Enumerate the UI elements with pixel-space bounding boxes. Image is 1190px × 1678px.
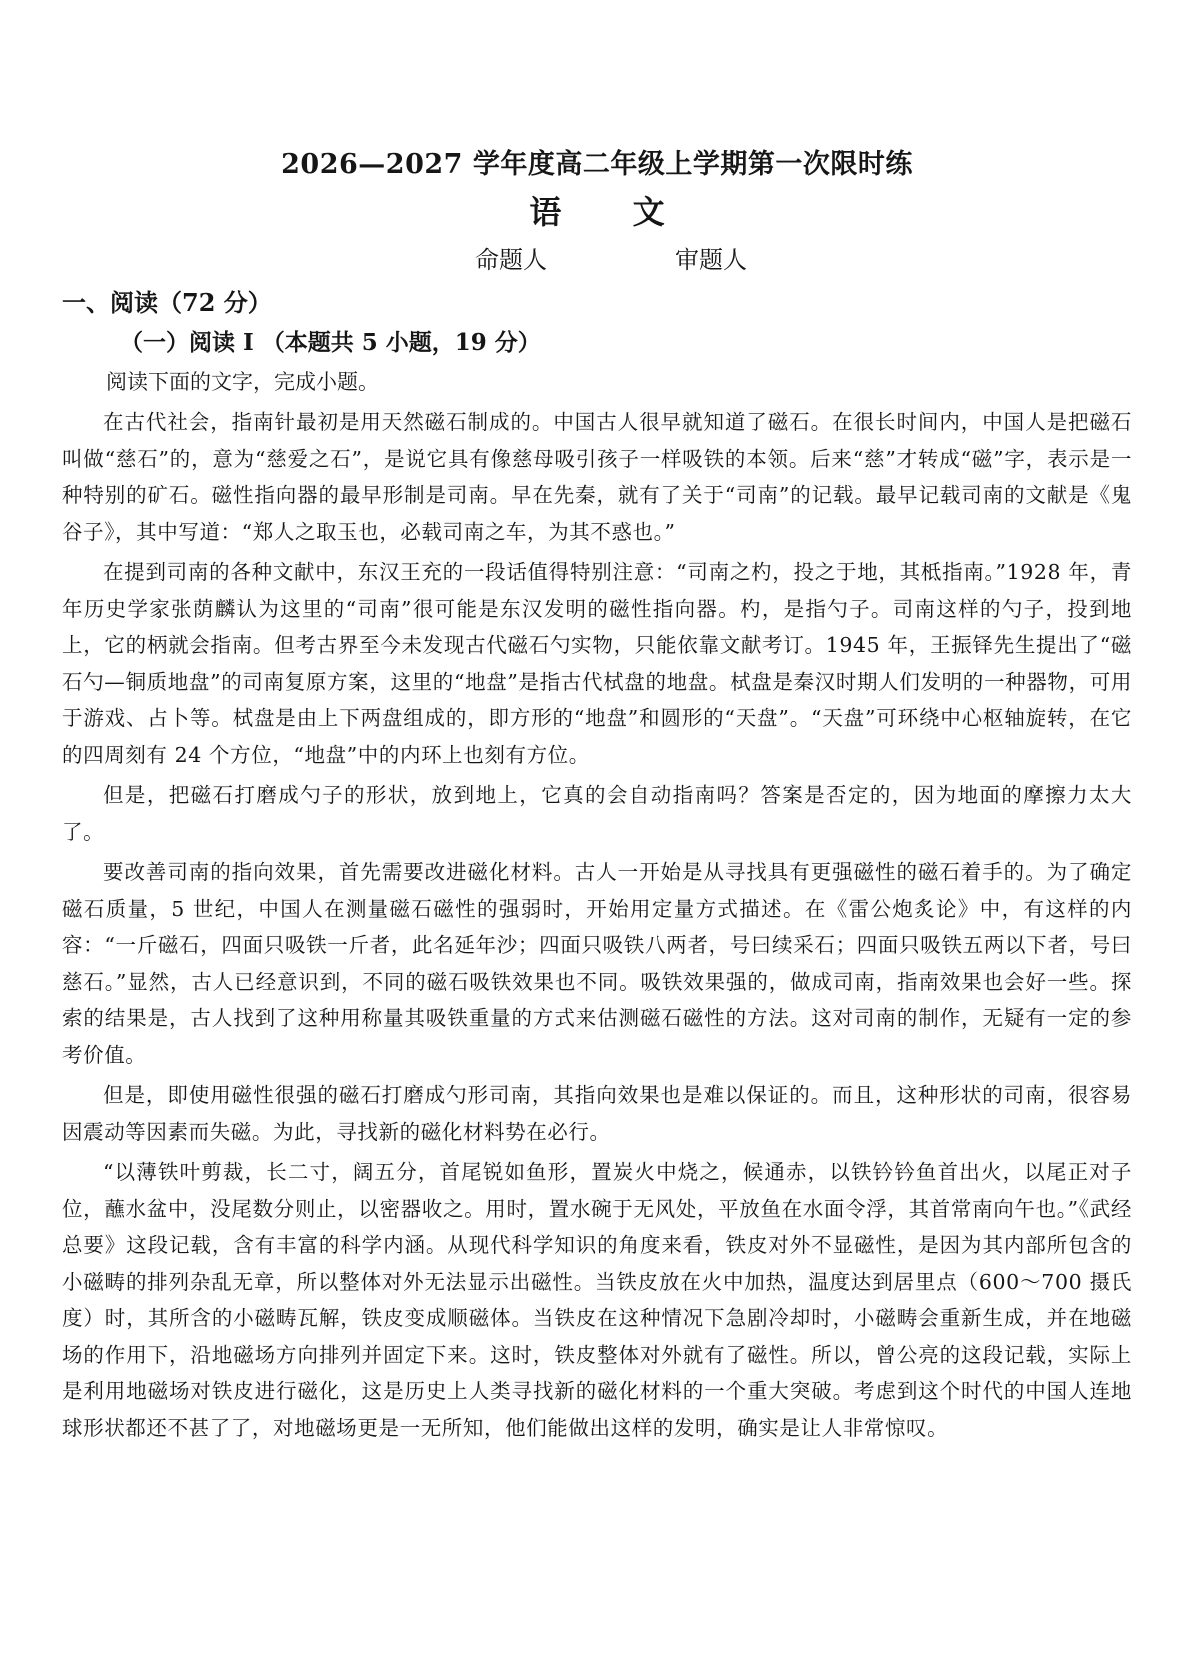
sub-section-heading: （一）阅读 I （本题共 5 小题，19 分） [120,329,541,356]
passage-paragraph-3: 但是，把磁石打磨成勺子的形状，放到地上，它真的会自动指南吗？答案是否定的，因为地面的摩擦力太大了。 [62,783,1132,844]
reading-instruction: 阅读下面的文字，完成小题。 [106,370,379,394]
passage-paragraph-6: “以薄铁叶剪裁，长二寸，阔五分，首尾锐如鱼形，置炭火中烧之，候通赤，以铁钤钤鱼首出火，以尾正对子位，蘸水盆中，没尾数分则止，以密器收之。用时，置水碗于无风处，平放鱼在水面令浮，其首常南向午也。”《武经总要》这段记载，含有丰富的科学内涵。从现代科学知识的角度来看，铁皮对外不显磁性，是因为其内部所包含的小磁畴的排列杂乱无章，所以整体对外无法显示出磁性。当铁皮放在火中加热，温度达到居里点（600～700 摄氏度）时，其所含的小磁畴瓦解，铁皮变成顺磁体。当铁皮在这种情况下急剧冷却时，小磁畴会重新生成，并在地磁场的作用下，沿地磁场方向排列并固定下来。这时，铁皮整体对外就有了磁性。所以，曾公亮的这段记载，实际上是利用地磁场对铁皮进行磁化，这是历史上人类寻找新的磁化材料的一个重大突破。考虑到这个时代的中国人连地球形状都还不甚了了，对地磁场更是一无所知，他们能做出这样的发明，确实是让人非常惊叹。 [62,1160,1132,1440]
subject-title: 语 文 [529,193,695,231]
passage-paragraph-2: 在提到司南的各种文献中，东汉王充的一段话值得特别注意：“司南之杓，投之于地，其柢指南。”1928 年，青年历史学家张荫麟认为这里的“司南”很可能是东汉发明的磁性指向器。杓，是指勺子。司南这样的勺子，投到地上，它的柄就会指南。但考古界至今未发现古代磁石勺实物，只能依靠文献考订。1945 年，王振铎先生提出了“磁石勺—铜质地盘”的司南复原方案，这里的“地盘”是指古代栻盘的地盘。栻盘是秦汉时期人们发明的一种器物，可用于游戏、占卜等。栻盘是由上下两盘组成的，即方形的“地盘”和圆形的“天盘”。“天盘”可环绕中心枢轴旋转，在它的四周刻有 24 个方位，“地盘”中的内环上也刻有方位。 [62,560,1132,767]
setter-label: 命题人 [475,246,547,274]
passage-paragraph-1: 在古代社会，指南针最初是用天然磁石制成的。中国古人很早就知道了磁石。在很长时间内，中国人是把磁石叫做“慈石”的，意为“慈爱之石”，是说它具有像慈母吸引孩子一样吸铁的本领。后来“慈”才转成“磁”字，表示是一种特别的矿石。磁性指向器的最早形制是司南。早在先秦，就有了关于“司南”的记载。最早记载司南的文献是《鬼谷子》，其中写道：“郑人之取玉也，必载司南之车，为其不惑也。” [62,410,1132,544]
passage-paragraph-5: 但是，即使用磁性很强的磁石打磨成勺形司南，其指向效果也是难以保证的。而且，这种形状的司南，很容易因震动等因素而失磁。为此，寻找新的磁化材料势在必行。 [62,1083,1132,1144]
exam-title: 2026—2027 学年度高二年级上学期第一次限时练 [281,149,913,180]
section-heading: 一、阅读（72 分） [62,288,272,317]
exam-page [62,146,1132,1446]
reviewer-label: 审题人 [675,246,747,274]
author-line [62,242,1132,278]
passage-paragraph-4: 要改善司南的指向效果，首先需要改进磁化材料。古人一开始是从寻找具有更强磁性的磁石着手的。为了确定磁石质量，5 世纪，中国人在测量磁石磁性的强弱时，开始用定量方式描述。在《雷公炮炙论》中，有这样的内容：“一斤磁石，四面只吸铁一斤者，此名延年沙；四面只吸铁八两者，号曰续采石；四面只吸铁五两以下者，号曰慈石。”显然，古人已经意识到，不同的磁石吸铁效果也不同。吸铁效果强的，做成司南，指南效果也会好一些。探索的结果是，古人找到了这种用称量其吸铁重量的方式来估测磁石磁性的方法。这对司南的制作，无疑有一定的参考价值。 [62,860,1132,1067]
